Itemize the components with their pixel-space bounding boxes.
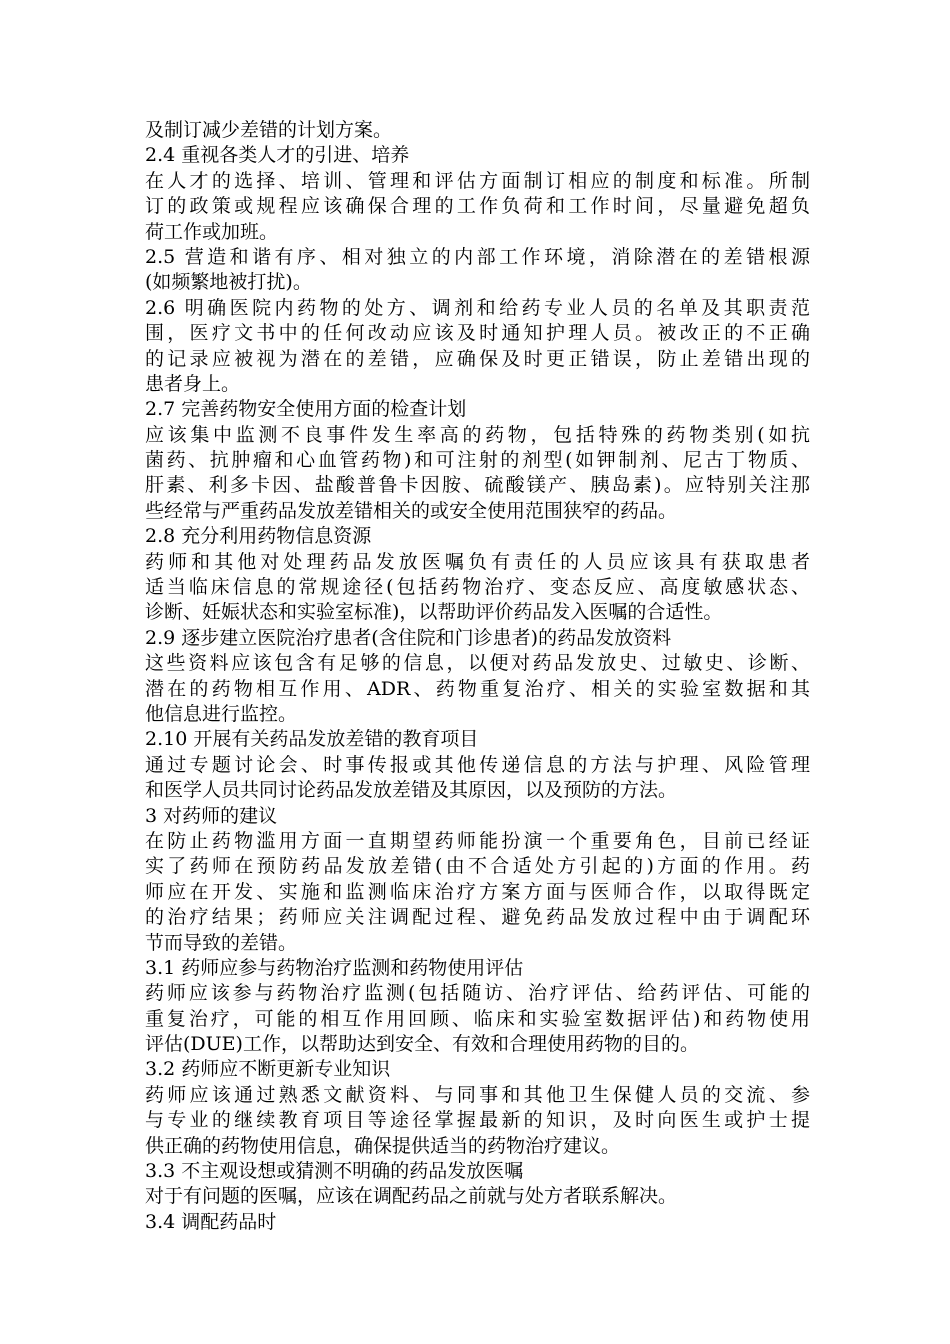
text-line: 2.9 逐步建立医院治疗患者(含住院和门诊患者)的药品发放资料 [145, 626, 672, 649]
text-line: 2.10 开展有关药品发放差错的教育项目 [145, 728, 479, 751]
text-line: (如频繁地被打扰)。 [145, 271, 312, 294]
text-line: 对于有问题的医嘱，应该在调配药品之前就与处方者联系解决。 [145, 1185, 678, 1208]
text-line: 重复治疗，可能的相互作用回顾、临床和实验室数据评估)和药物使用 [145, 1007, 810, 1030]
text-line: 和医学人员共同讨论药品发放差错及其原因，以及预防的方法。 [145, 779, 678, 802]
text-line: 评估(DUE)工作，以帮助达到安全、有效和合理使用药物的目的。 [145, 1033, 699, 1056]
text-line: 肝素、利多卡因、盐酸普鲁卡因胺、硫酸镁产、胰岛素)。应特别关注那 [145, 474, 810, 497]
text-line: 患者身上。 [145, 372, 241, 395]
text-line: 与专业的继续教育项目等途径掌握最新的知识，及时向医生或护士提 [145, 1109, 810, 1132]
text-line: 药师应该参与药物治疗监测(包括随访、治疗评估、给药评估、可能的 [145, 982, 810, 1005]
text-line: 订的政策或规程应该确保合理的工作负荷和工作时间，尽量避免超负 [145, 195, 810, 218]
text-line: 他信息进行监控。 [145, 702, 298, 725]
text-line: 诊断、妊娠状态和实验室标准)，以帮助评价药品发入医嘱的合适性。 [145, 601, 723, 624]
text-line: 药师和其他对处理药品发放医嘱负有责任的人员应该具有获取患者 [145, 550, 810, 573]
document-body [145, 118, 810, 1235]
text-line: 3.4 调配药品时 [145, 1210, 277, 1233]
text-line: 3.1 药师应参与药物治疗监测和药物使用评估 [145, 956, 524, 979]
text-line: 2.4 重视各类人才的引进、培养 [145, 144, 410, 167]
text-line: 荷工作或加班。 [145, 220, 279, 243]
text-line: 供正确的药物使用信息，确保提供适当的药物治疗建议。 [145, 1134, 621, 1157]
text-line: 的记录应被视为潜在的差错，应确保及时更正错误，防止差错出现的 [145, 347, 810, 370]
text-line: 2.6 明确医院内药物的处方、调剂和给药专业人员的名单及其职责范 [145, 296, 810, 319]
text-line: 节而导致的差错。 [145, 931, 298, 954]
text-line: 适当临床信息的常规途径(包括药物治疗、变态反应、高度敏感状态、 [145, 576, 810, 599]
text-line: 3.3 不主观设想或猜测不明确的药品发放医嘱 [145, 1160, 524, 1183]
text-line: 这些资料应该包含有足够的信息，以便对药品发放史、过敏史、诊断、 [145, 652, 810, 675]
text-line: 围，医疗文书中的任何改动应该及时通知护理人员。被改正的不正确 [145, 322, 810, 345]
text-line: 通过专题讨论会、时事传报或其他传递信息的方法与护理、风险管理 [145, 753, 810, 776]
text-line: 应该集中监测不良事件发生率高的药物，包括特殊的药物类别(如抗 [145, 423, 810, 446]
text-line: 2.8 充分利用药物信息资源 [145, 525, 372, 548]
text-line: 药师应该通过熟悉文献资料、与同事和其他卫生保健人员的交流、参 [145, 1083, 810, 1106]
text-line: 3 对药师的建议 [145, 804, 278, 827]
text-line: 及制订减少差错的计划方案。 [145, 119, 393, 141]
text-line: 2.5 营造和谐有序、相对独立的内部工作环境，消除潜在的差错根源 [145, 245, 810, 268]
text-line: 些经常与严重药品发放差错相关的或安全使用范围狭窄的药品。 [145, 499, 678, 522]
text-line: 潜在的药物相互作用、ADR、药物重复治疗、相关的实验室数据和其 [145, 677, 810, 700]
text-line: 在防止药物滥用方面一直期望药师能扮演一个重要角色，目前已经证 [145, 829, 810, 852]
text-line: 实了药师在预防药品发放差错(由不合适处方引起的)方面的作用。药 [145, 855, 810, 878]
text-line: 2.7 完善药物安全使用方面的检查计划 [145, 398, 467, 421]
text-line: 3.2 药师应不断更新专业知识 [145, 1058, 391, 1081]
text-line: 师应在开发、实施和监测临床治疗方案方面与医师合作，以取得既定 [145, 880, 810, 903]
text-line: 在人才的选择、培训、管理和评估方面制订相应的制度和标准。所制 [145, 169, 810, 192]
text-line: 的治疗结果；药师应关注调配过程、避免药品发放过程中由于调配环 [145, 906, 810, 929]
text-line: 菌药、抗肿瘤和心血管药物)和可注射的剂型(如钾制剂、尼古丁物质、 [145, 449, 810, 472]
